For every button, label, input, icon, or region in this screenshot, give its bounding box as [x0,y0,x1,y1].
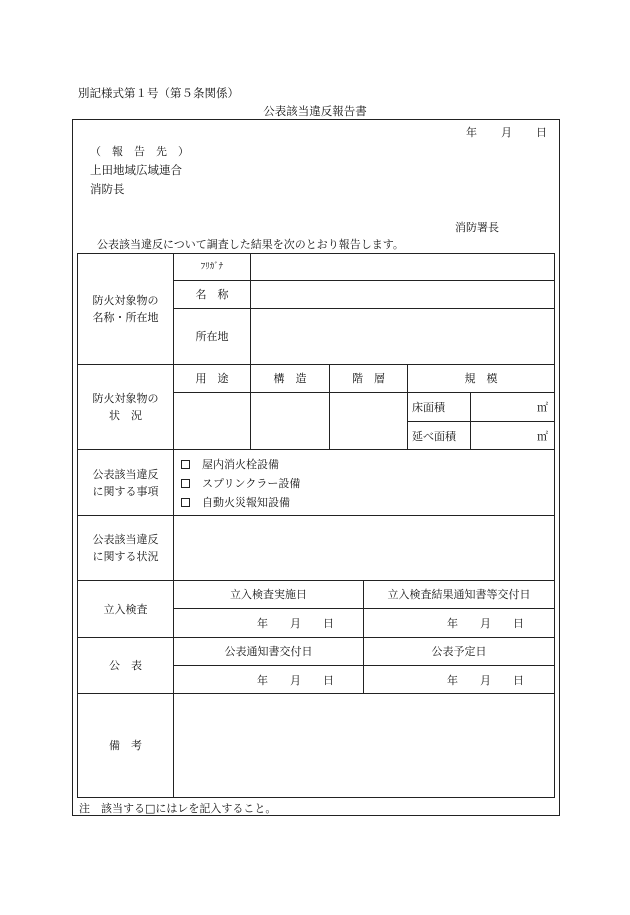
usage-field[interactable] [176,395,248,447]
publication-notice-date-label: 公表通知書交付日 [224,645,313,658]
checklist-item[interactable] [181,455,279,474]
inspection-heading: 立入検査 [103,602,148,616]
section-violation-status-heading [78,516,173,580]
total-area-label: 延べ面積 [412,430,456,443]
checklist-item[interactable] [181,493,290,512]
inspection-notice-date-label: 立入検査結果通知書等交付日 [387,588,531,601]
date-month: 月 [501,126,512,139]
checkbox-icon[interactable] [181,498,190,507]
recipient-org: 上田地域広域連合 [90,163,182,177]
heading-line: に関する状況 [92,550,159,563]
recipient-label: （ 報 告 先 ） [90,145,189,158]
floor-area-unit: ㎡ [537,401,548,414]
checkbox-icon[interactable] [181,479,190,488]
total-area-field[interactable] [472,424,536,448]
recipient-title: 消防長 [90,182,125,196]
heading-line: 公表該当違反 [92,533,159,546]
total-area-unit: ㎡ [537,430,548,443]
scale-label: 規 模 [464,372,498,385]
section-violation-items-heading [78,450,173,515]
footnote: 注 該当する□にはレを記入すること。 [79,802,277,815]
floors-field[interactable] [332,395,405,447]
structure-label: 構 造 [273,372,307,385]
checkbox-label: 屋内消火栓設備 [202,458,279,471]
floor-area-field[interactable] [472,395,536,419]
remarks-field[interactable] [176,696,552,795]
structure-field[interactable] [253,395,327,447]
publication-notice-date-field[interactable]: 年 月 日 [257,674,334,687]
heading-line: 名称・所在地 [92,311,159,324]
form-number: 別記様式第１号（第５条関係） [78,86,239,100]
date-day: 日 [536,126,547,139]
publication-scheduled-date-label: 公表予定日 [431,645,487,658]
name-field[interactable] [252,283,552,306]
inspection-notice-date-field[interactable]: 年 月 日 [447,617,524,630]
floors-label: 階 層 [352,372,385,385]
remarks-heading: 備 考 [109,739,142,752]
heading-line: 状 況 [109,409,142,422]
publication-heading: 公 表 [109,659,142,672]
furigana-label: ﾌﾘｶﾞﾅ [200,261,224,272]
address-field[interactable] [252,311,552,362]
heading-line: 防火対象物の [92,294,159,307]
heading-line: 公表該当違反 [92,467,159,481]
checkbox-icon[interactable] [181,460,190,469]
furigana-field[interactable] [252,256,552,278]
usage-label: 用 途 [195,372,229,385]
intro-text: 公表該当違反について調査した結果を次のとおり報告します。 [97,238,404,251]
name-label: 名 称 [195,288,229,301]
inspection-date-label: 立入検査実施日 [230,588,307,601]
inspection-date-field[interactable]: 年 月 日 [257,617,334,630]
heading-line: 防火対象物の [92,392,159,405]
date-year: 年 [466,126,477,139]
sender-title: 消防署長 [455,221,499,234]
checkbox-label: 自動火災報知設備 [202,496,290,509]
address-label: 所在地 [195,330,229,343]
publication-scheduled-date-field[interactable]: 年 月 日 [447,674,524,687]
section-building-status-heading [78,365,173,449]
form-title: 公表該当違反報告書 [263,104,367,118]
floor-area-label: 床面積 [412,401,445,414]
checkbox-label: スプリンクラー設備 [202,477,301,490]
checklist-item[interactable] [181,474,300,493]
violation-status-field[interactable] [176,518,552,578]
section-building-name-address-heading [78,254,173,364]
heading-line: に関する事項 [92,484,159,498]
